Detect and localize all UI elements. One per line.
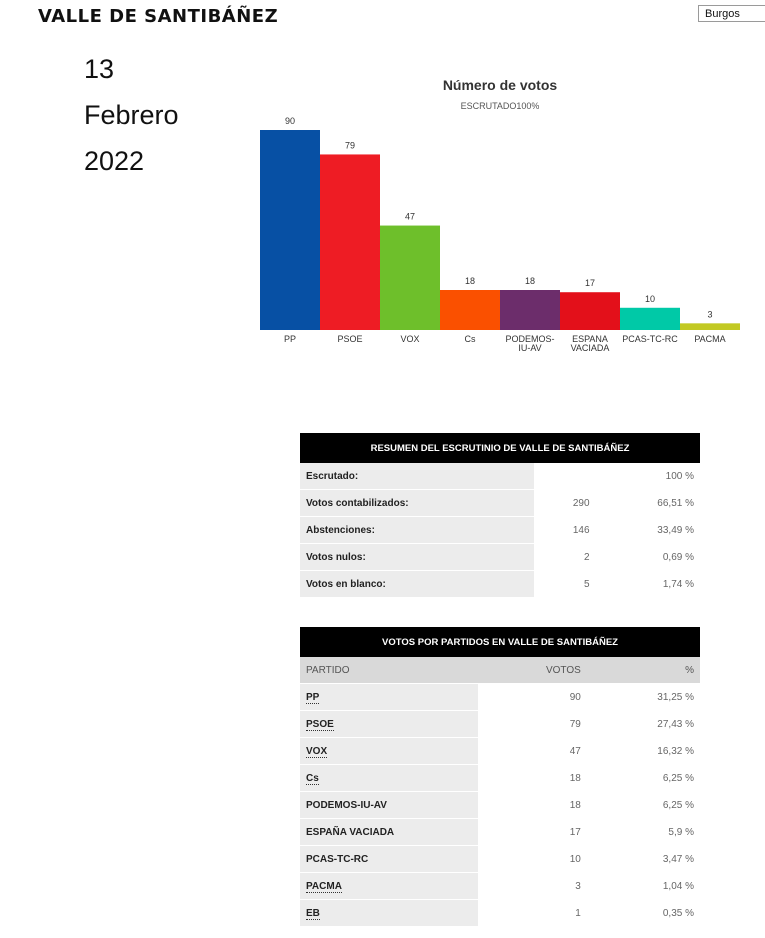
col-header-votes: VOTOS [478, 657, 587, 684]
x-tick-label: Cs [464, 334, 476, 344]
bar-value-label: 17 [584, 278, 596, 289]
party-pct: 6,25 % [587, 792, 700, 819]
summary-title: RESUMEN DEL ESCRUTINIO DE VALLE DE SANTIBÁÑEZ [300, 433, 700, 463]
bar-value-label: 3 [707, 309, 713, 320]
province-select[interactable]: Burgos [698, 5, 765, 22]
party-name-cell [300, 711, 478, 738]
party-pct: 27,43 % [587, 711, 700, 738]
party-pct: 6,25 % [587, 765, 700, 792]
party-name-cell [300, 684, 478, 711]
bar-value-label: 90 [284, 116, 296, 126]
party-name-cell [300, 900, 478, 927]
bar-cs [440, 290, 500, 330]
bar-value-label: 10 [644, 293, 656, 304]
party-name[interactable]: PP [306, 691, 320, 703]
summary-count [534, 463, 596, 490]
party-table-title: VOTOS POR PARTIDOS EN VALLE DE SANTIBÁÑEZ [300, 627, 700, 657]
party-row [300, 738, 700, 765]
summary-pct: 100 % [596, 463, 700, 490]
summary-count: 290 [534, 490, 596, 517]
party-table-header [300, 657, 700, 684]
party-name: PODEMOS-IU-AV [306, 799, 387, 811]
col-header-pct: % [587, 657, 700, 684]
bar-pacma [680, 323, 740, 330]
bar-psoe [320, 154, 380, 330]
summary-label: Escrutado: [300, 463, 534, 490]
bar-espana-vaciada [560, 292, 620, 330]
x-tick-label: VACIADA [570, 343, 610, 353]
party-votes: 18 [478, 765, 587, 792]
summary-pct: 66,51 % [596, 490, 700, 517]
party-name-cell [300, 738, 478, 765]
votes-bar-chart [255, 70, 765, 370]
party-row [300, 819, 700, 846]
x-tick-label: VOX [400, 334, 420, 344]
party-votes-table [300, 627, 700, 927]
summary-table [300, 433, 700, 598]
date-month: Febrero [84, 100, 179, 130]
party-row [300, 684, 700, 711]
date-year: 2022 [84, 146, 145, 176]
party-votes: 79 [478, 711, 587, 738]
party-votes: 47 [478, 738, 587, 765]
party-pct: 0,35 % [587, 900, 700, 927]
bar-value-label: 47 [404, 211, 416, 222]
party-name[interactable]: PACMA [306, 880, 342, 892]
bar-value-label: 79 [344, 140, 356, 151]
summary-label: Abstenciones: [300, 517, 534, 544]
party-name: ESPAÑA VACIADA [306, 826, 395, 838]
party-name[interactable]: PSOE [306, 718, 334, 730]
x-tick-label: PACMA [694, 334, 726, 344]
party-name-cell [300, 765, 478, 792]
summary-pct: 33,49 % [596, 517, 700, 544]
summary-row [300, 490, 700, 517]
bar-value-label: 18 [524, 276, 536, 286]
party-pct: 5,9 % [587, 819, 700, 846]
bar-pp [260, 130, 320, 330]
party-row [300, 765, 700, 792]
bar-podemos-iu-av [500, 290, 560, 330]
summary-row [300, 517, 700, 544]
party-votes: 90 [478, 684, 587, 711]
bar-vox [380, 226, 440, 330]
party-row [300, 873, 700, 900]
page-title: VALLE DE SANTIBÁÑEZ [38, 6, 279, 27]
summary-label: Votos en blanco: [300, 571, 534, 598]
party-pct: 3,47 % [587, 846, 700, 873]
party-row [300, 711, 700, 738]
party-name: PCAS-TC-RC [306, 853, 369, 865]
summary-row [300, 571, 700, 598]
col-header-party: PARTIDO [300, 657, 478, 684]
summary-count: 5 [534, 571, 596, 598]
x-tick-label: PP [283, 334, 297, 344]
summary-pct: 0,69 % [596, 544, 700, 571]
party-name-cell [300, 792, 478, 819]
date-day: 13 [84, 54, 115, 84]
party-name-cell [300, 846, 478, 873]
party-votes: 17 [478, 819, 587, 846]
party-name-cell [300, 873, 478, 900]
chart-title: Número de votos [442, 77, 558, 93]
party-row [300, 900, 700, 927]
x-tick-label: PCAS-TC-RC [622, 334, 678, 344]
party-pct: 16,32 % [587, 738, 700, 765]
summary-label: Votos nulos: [300, 544, 534, 571]
summary-label: Votos contabilizados: [300, 490, 534, 517]
party-row [300, 792, 700, 819]
summary-row [300, 463, 700, 490]
summary-count: 146 [534, 517, 596, 544]
x-tick-label: IU-AV [518, 343, 542, 353]
bar-pcas-tc-rc [620, 308, 680, 330]
x-tick-label: ESPANA [572, 334, 608, 344]
x-tick-label: PSOE [337, 334, 363, 344]
bar-value-label: 18 [464, 276, 476, 286]
party-votes: 3 [478, 873, 587, 900]
party-row [300, 846, 700, 873]
party-pct: 31,25 % [587, 684, 700, 711]
party-name[interactable]: VOX [306, 745, 328, 757]
x-tick-label: PODEMOS- [505, 334, 555, 344]
summary-count: 2 [534, 544, 596, 571]
party-name[interactable]: EB [306, 907, 320, 919]
party-name-cell [300, 819, 478, 846]
election-date [84, 46, 179, 184]
party-votes: 18 [478, 792, 587, 819]
chart-subtitle: ESCRUTADO100% [460, 101, 540, 111]
summary-row [300, 544, 700, 571]
summary-pct: 1,74 % [596, 571, 700, 598]
party-pct: 1,04 % [587, 873, 700, 900]
party-votes: 10 [478, 846, 587, 873]
party-name[interactable]: Cs [306, 772, 319, 784]
party-votes: 1 [478, 900, 587, 927]
